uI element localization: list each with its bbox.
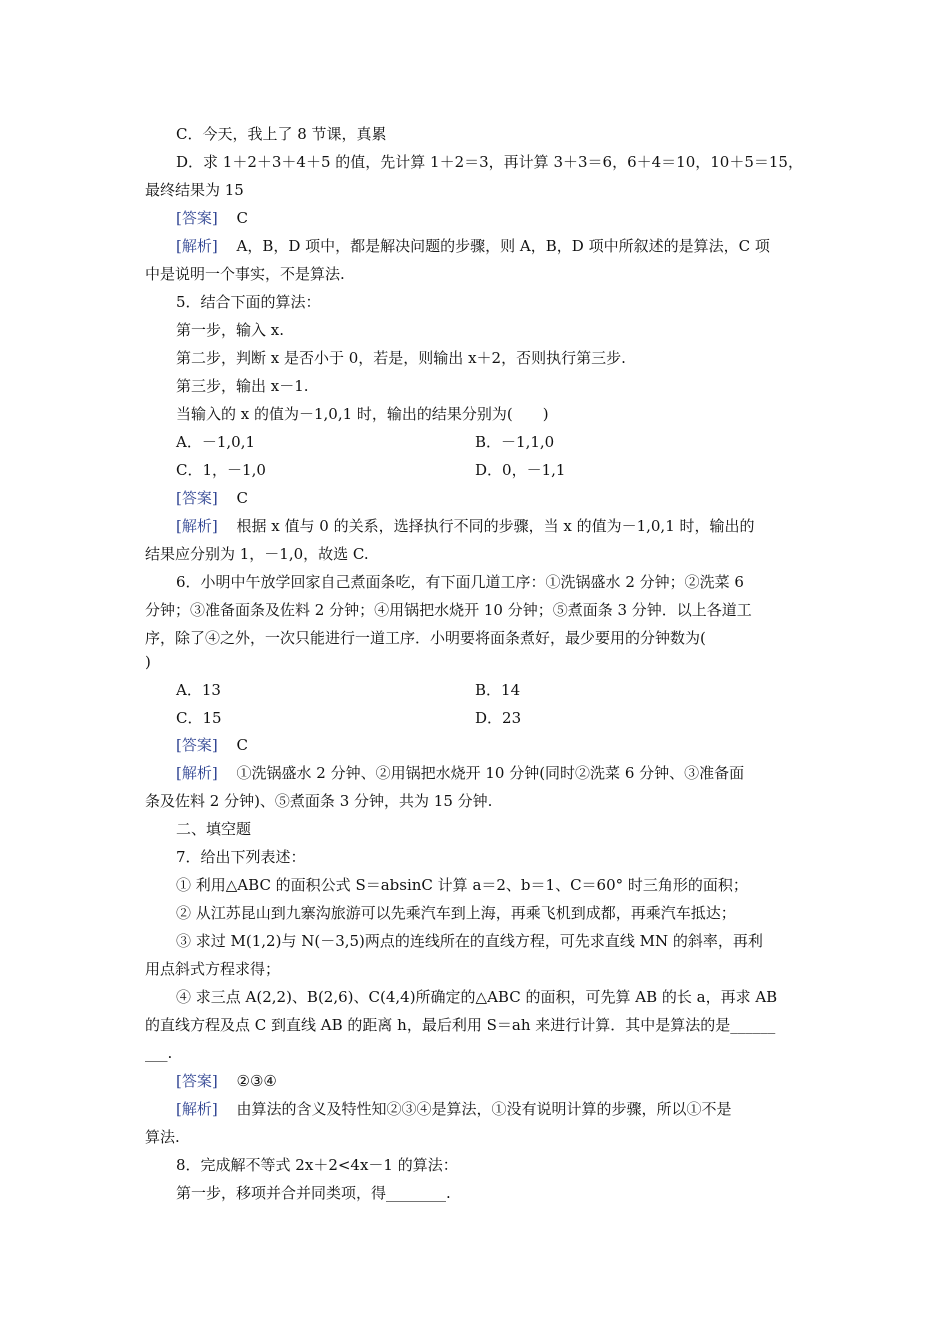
q6-answer bbox=[176, 735, 248, 755]
q7-answer bbox=[176, 1071, 277, 1091]
q5-step1: 第一步，输入 x. bbox=[176, 321, 284, 339]
q6-option-b: B．14 bbox=[475, 681, 521, 699]
q7-analysis-line1 bbox=[176, 1099, 732, 1119]
q5-option-a: A．－1,0,1 bbox=[176, 433, 255, 451]
analysis-tag: [解析] bbox=[176, 1100, 218, 1118]
q5-option-c: C．1，－1,0 bbox=[176, 461, 266, 479]
q5-analysis-line2: 结果应分别为 1，－1,0，故选 C. bbox=[145, 545, 369, 563]
q6-stem-line2: 分钟；③准备面条及佐料 2 分钟；④用锅把水烧开 10 分钟；⑤煮面条 3 分钟．以上各道工 bbox=[145, 601, 752, 619]
q6-option-c: C．15 bbox=[176, 709, 222, 727]
q5-stem: 5．结合下面的算法： bbox=[176, 293, 321, 311]
analysis-tag: [解析] bbox=[176, 237, 218, 255]
analysis-tag: [解析] bbox=[176, 517, 218, 535]
q7-item4-line2: 的直线方程及点 C 到直线 AB 的距离 h，最后利用 S＝ah 来进行计算．其中是算法的是______ bbox=[145, 1016, 776, 1034]
analysis-tag: [解析] bbox=[176, 764, 218, 782]
q7-item2: ② 从江苏昆山到九寨沟旅游可以先乘汽车到上海，再乘飞机到成都，再乘汽车抵达； bbox=[176, 904, 736, 922]
q7-item3-line1: ③ 求过 M(1,2)与 N(－3,5)两点的连线所在的直线方程，可先求直线 MN 的斜率，再利 bbox=[176, 932, 763, 950]
q6-option-a: A．13 bbox=[176, 681, 221, 699]
q4-analysis-line1 bbox=[176, 236, 770, 256]
section-heading: 二、填空题 bbox=[176, 820, 252, 838]
answer-value: C bbox=[236, 489, 248, 507]
answer-tag: [答案] bbox=[176, 1072, 218, 1090]
q7-item3-line2: 用点斜式方程求得； bbox=[145, 960, 281, 978]
answer-value: C bbox=[236, 209, 248, 227]
q5-analysis-line1 bbox=[176, 516, 755, 536]
q7-item4-line1: ④ 求三点 A(2,2)、B(2,6)、C(4,4)所确定的△ABC 的面积，可先算 AB 的长 a，再求 AB bbox=[176, 988, 778, 1006]
q4-option-d-line1: D．求 1＋2＋3＋4＋5 的值，先计算 1＋2＝3，再计算 3＋3＝6，6＋4＝10，10＋5＝15， bbox=[176, 153, 803, 171]
answer-value: C bbox=[236, 736, 248, 754]
answer-tag: [答案] bbox=[176, 736, 218, 754]
q4-option-d-line2: 最终结果为 15 bbox=[145, 181, 244, 199]
q4-option-c: C．今天，我上了 8 节课，真累 bbox=[176, 125, 387, 143]
analysis-text: ①洗锅盛水 2 分钟、②用锅把水烧开 10 分钟(同时②洗菜 6 分钟、③准备面 bbox=[236, 764, 745, 782]
answer-tag: [答案] bbox=[176, 209, 218, 227]
q7-analysis-line2: 算法. bbox=[145, 1128, 180, 1146]
answer-tag: [答案] bbox=[176, 489, 218, 507]
q5-option-d: D．0，－1,1 bbox=[475, 461, 566, 479]
q7-item4-line3: ___. bbox=[145, 1044, 173, 1062]
answer-value: ②③④ bbox=[236, 1072, 277, 1090]
q4-analysis-line2: 中是说明一个事实，不是算法. bbox=[145, 265, 345, 283]
q6-analysis-line1 bbox=[176, 763, 744, 783]
q7-stem: 7．给出下列表述： bbox=[176, 848, 306, 866]
q8-stem: 8．完成解不等式 2x＋2<4x－1 的算法： bbox=[176, 1156, 458, 1174]
q6-stem-line1: 6．小明中午放学回家自己煮面条吃，有下面几道工序：①洗锅盛水 2 分钟；②洗菜 6 bbox=[176, 573, 744, 591]
q6-option-d: D．23 bbox=[475, 709, 522, 727]
q6-stem-line3: 序，除了④之外，一次只能进行一道工序．小明要将面条煮好，最少要用的分钟数为( bbox=[145, 629, 706, 647]
q5-step2: 第二步，判断 x 是否小于 0，若是，则输出 x＋2，否则执行第三步. bbox=[176, 349, 626, 367]
analysis-text: A，B，D 项中，都是解决问题的步骤，则 A，B，D 项中所叙述的是算法，C 项 bbox=[236, 237, 770, 255]
q5-step3: 第三步，输出 x－1. bbox=[176, 377, 309, 395]
q5-option-b: B．－1,1,0 bbox=[475, 433, 555, 451]
q5-question: 当输入的 x 的值为－1,0,1 时，输出的结果分别为( ) bbox=[176, 405, 549, 423]
q8-step1: 第一步，移项并合并同类项，得________. bbox=[176, 1184, 451, 1202]
q5-answer bbox=[176, 488, 248, 508]
analysis-text: 根据 x 值与 0 的关系，选择执行不同的步骤，当 x 的值为－1,0,1 时，输出的 bbox=[236, 517, 755, 535]
analysis-text: 由算法的含义及特性知②③④是算法，①没有说明计算的步骤，所以①不是 bbox=[236, 1100, 732, 1118]
q7-item1: ① 利用△ABC 的面积公式 S＝absinC 计算 a＝2、b＝1、C＝60° 时三角形的面积； bbox=[176, 876, 748, 894]
q6-stem-line4: ) bbox=[145, 653, 151, 671]
q4-answer bbox=[176, 208, 248, 228]
q6-analysis-line2: 条及佐料 2 分钟)、⑤煮面条 3 分钟，共为 15 分钟. bbox=[145, 792, 493, 810]
